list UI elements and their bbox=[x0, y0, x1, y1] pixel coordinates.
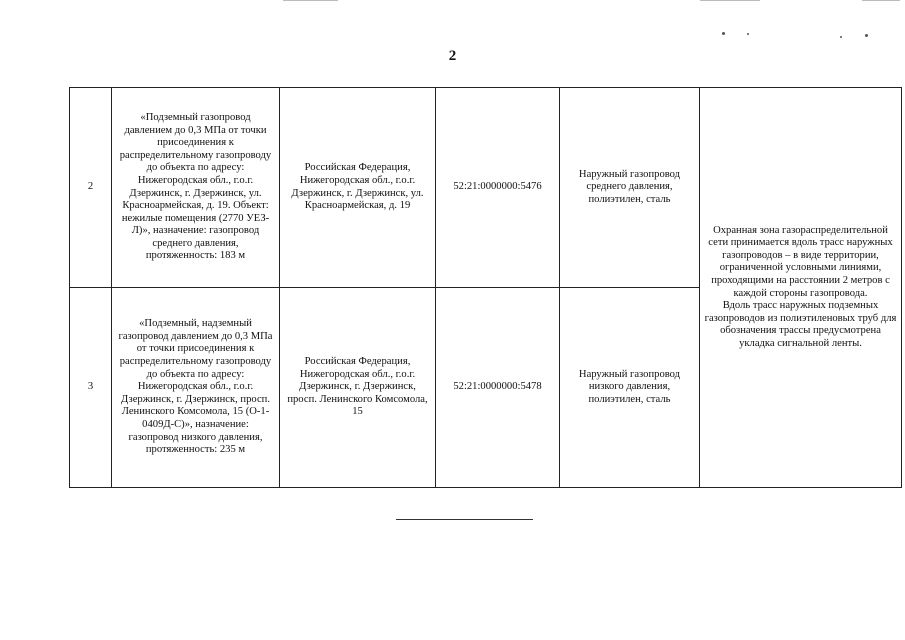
row-number: 2 bbox=[70, 88, 112, 288]
protection-zone-cell bbox=[700, 88, 902, 488]
object-name: «Подземный газопровод давлением до 0,3 МПа от точки присоединения к распределительному газопроводу до объекта по адресу: Нижегородская обл., г.о.г. Дзержинск, г. Дзержинск, ул. Красноармейская, д. 19. Объект: нежилые помещения (2770 УЕЗ-Л)», назначение: газопровод среднего давления, протяженность: 183 м bbox=[112, 88, 280, 288]
object-characteristics: Наружный газопровод низкого давления, полиэтилен, сталь bbox=[560, 288, 700, 488]
cadastral-number: 52:21:0000000:5476 bbox=[436, 88, 560, 288]
signal-tape-text: Вдоль трасс наружных подземных газопроводов из полиэтиленовых труб для обозначения трассы предусмотрена укладка сигнальной ленты. bbox=[704, 300, 897, 349]
protection-zone-text: Охранная зона газораспределительной сети принимается вдоль трасс наружных газопроводов – в виде территории, ограниченной условными линиями, проходящими на расстоянии 2 метров с каждой стороны газопровода. bbox=[708, 224, 893, 299]
object-address: Российская Федерация, Нижегородская обл., г.о.г. Дзержинск, г. Дзержинск, ул. Красноармейская, д. 19 bbox=[280, 88, 436, 288]
object-address: Российская Федерация, Нижегородская обл., г.о.г. Дзержинск, г. Дзержинск, просп. Ленинского Комсомола, 15 bbox=[280, 288, 436, 488]
page-number: 2 bbox=[448, 48, 457, 64]
object-table bbox=[69, 87, 902, 488]
scan-artifact-line bbox=[700, 0, 760, 1]
object-name: «Подземный, надземный газопровод давлением до 0,3 МПа от точки присоединения к распределительному газопроводу до объекта по адресу: Нижегородская обл., г.о.г. Дзержинск, г. Дзержинск, просп. Ленинского Комсомола, 15 (О-1-0409Д-С)», назначение: газопровод низкого давления, протяженность: 235 м bbox=[112, 288, 280, 488]
scan-speck bbox=[747, 33, 749, 35]
object-characteristics: Наружный газопровод среднего давления, полиэтилен, сталь bbox=[560, 88, 700, 288]
scan-speck bbox=[840, 36, 842, 38]
table-row bbox=[70, 88, 902, 288]
scan-artifact-line bbox=[283, 0, 338, 1]
scan-speck bbox=[722, 32, 725, 35]
scan-speck bbox=[865, 34, 868, 37]
closing-rule bbox=[396, 519, 533, 520]
cadastral-number: 52:21:0000000:5478 bbox=[436, 288, 560, 488]
row-number: 3 bbox=[70, 288, 112, 488]
scan-artifact-line bbox=[862, 0, 900, 1]
